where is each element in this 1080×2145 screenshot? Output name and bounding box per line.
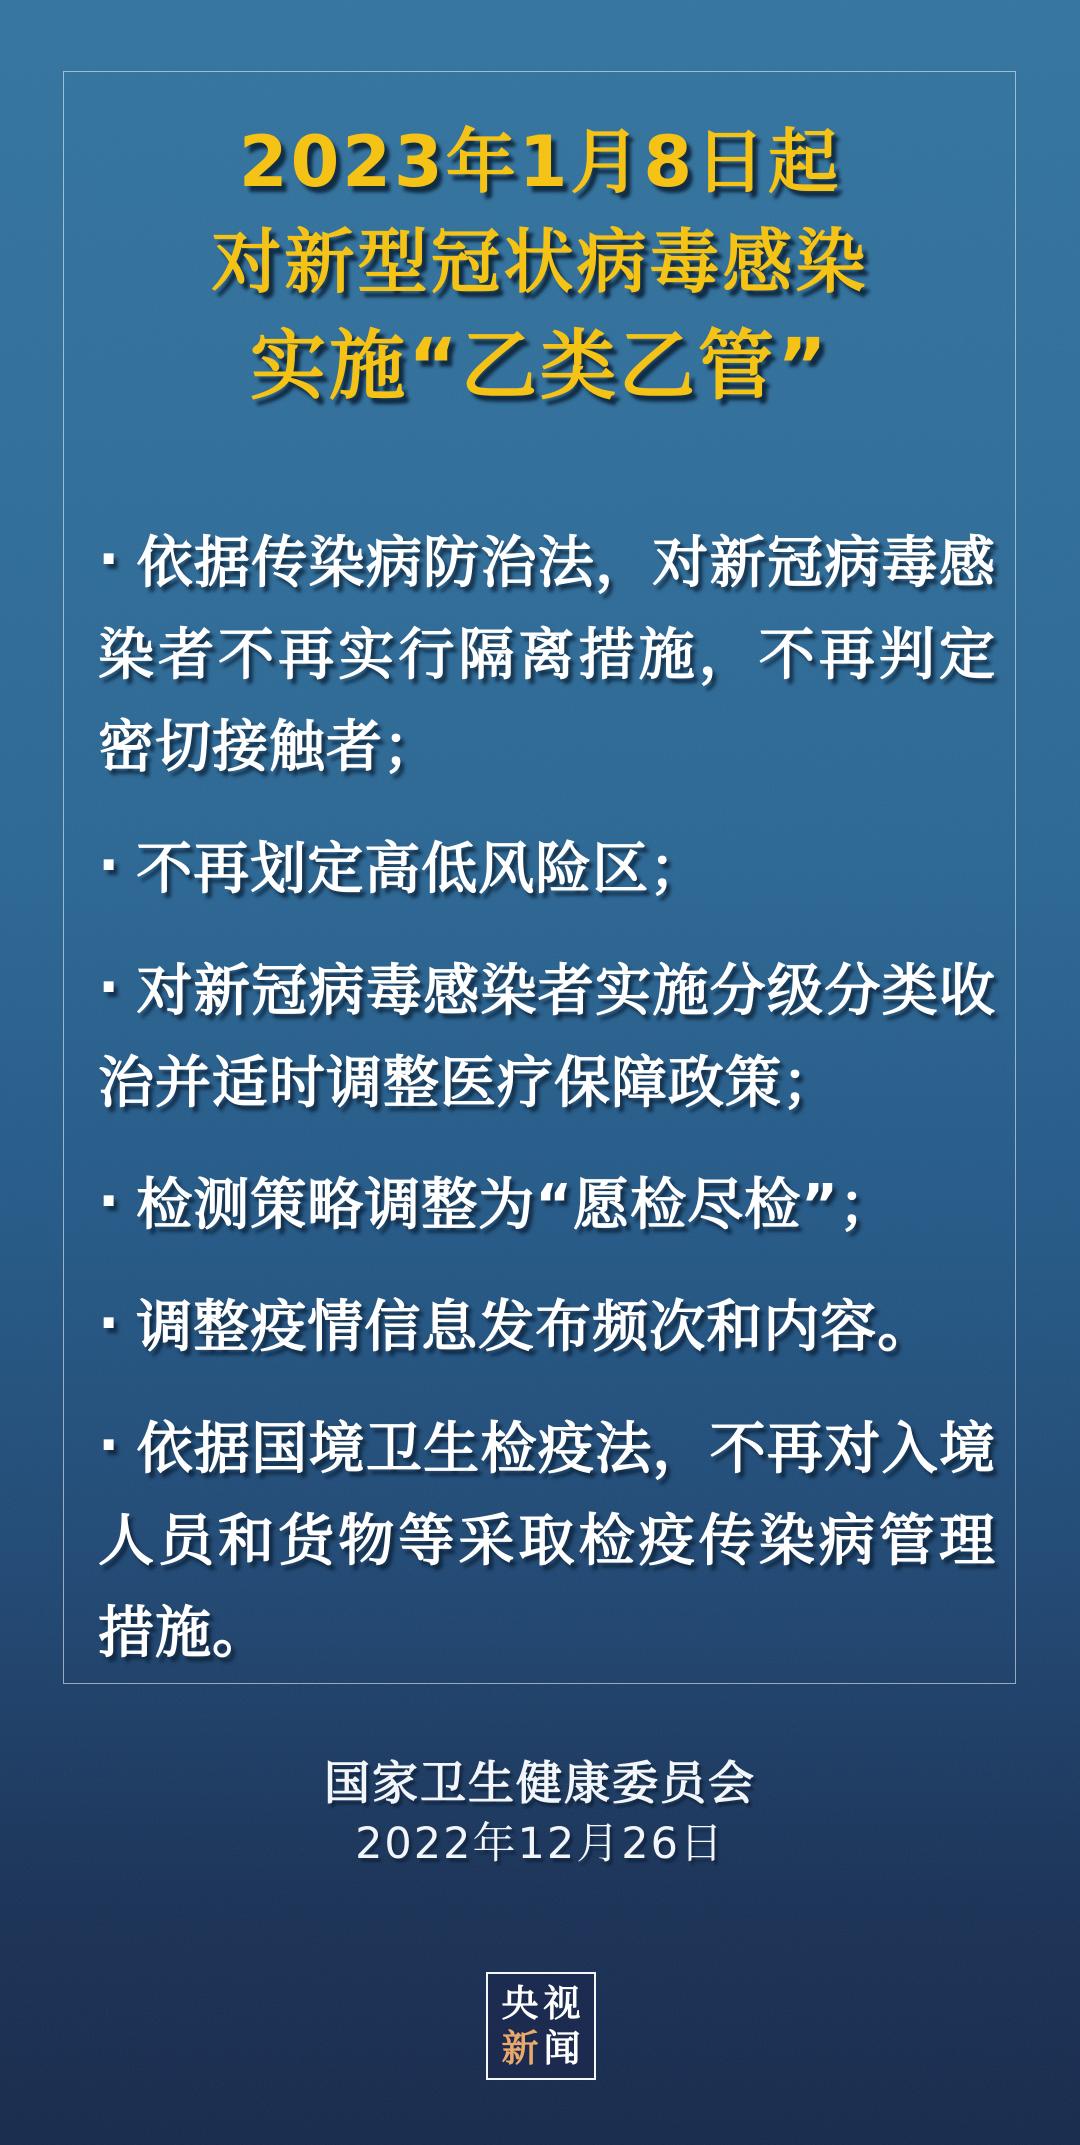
bullet-text: 依据传染病防治法，对新冠病毒感染者不再实行隔离措施，不再判定密切接触者； (98, 531, 996, 780)
logo-line-2 (502, 2026, 586, 2071)
bullet-item-isolation (98, 518, 996, 794)
title-line-2: 对新型冠状病毒感染 (211, 221, 869, 303)
bullet-text: 依据国境卫生检疫法，不再对入境人员和货物等采取检疫传染病管理措施。 (98, 1417, 996, 1666)
bullet-item-info-release (98, 1282, 996, 1374)
logo-line-1: 央视 (501, 1982, 586, 2025)
bullet-text: 对新冠病毒感染者实施分级分类收治并适时调整医疗保障政策； (98, 959, 996, 1116)
bullet-item-testing-policy (98, 1160, 996, 1252)
bullet-text: 不再划定高低风险区； (136, 837, 707, 902)
bullet-dot: · (98, 1291, 121, 1356)
bullet-list (98, 518, 996, 1710)
bullet-dot: · (98, 1413, 121, 1478)
bullet-item-border-quarantine (98, 1404, 996, 1680)
bullet-text: 调整疫情信息发布频次和内容。 (136, 1295, 935, 1360)
bullet-dot: · (98, 833, 121, 898)
bullet-dot: · (98, 955, 121, 1020)
bullet-item-risk-zones (98, 824, 996, 916)
cctv-news-logo (486, 1972, 596, 2080)
bullet-item-tiered-care (98, 946, 996, 1130)
footer (0, 1752, 1080, 1874)
issue-date: 2022年12月26日 (355, 1819, 725, 1869)
issuer-name: 国家卫生健康委员会 (324, 1756, 756, 1810)
bullet-dot: · (98, 1169, 121, 1234)
bullet-dot: · (98, 527, 121, 592)
poster-title (0, 112, 1080, 420)
logo-accent-char: 新 (501, 2027, 544, 2070)
bullet-text: 检测策略调整为“愿检尽检”； (136, 1173, 896, 1238)
title-line-3: 实施“乙类乙管” (250, 321, 830, 410)
title-line-1: 2023年1月8日起 (238, 121, 842, 203)
logo-char: 闻 (543, 2027, 586, 2070)
